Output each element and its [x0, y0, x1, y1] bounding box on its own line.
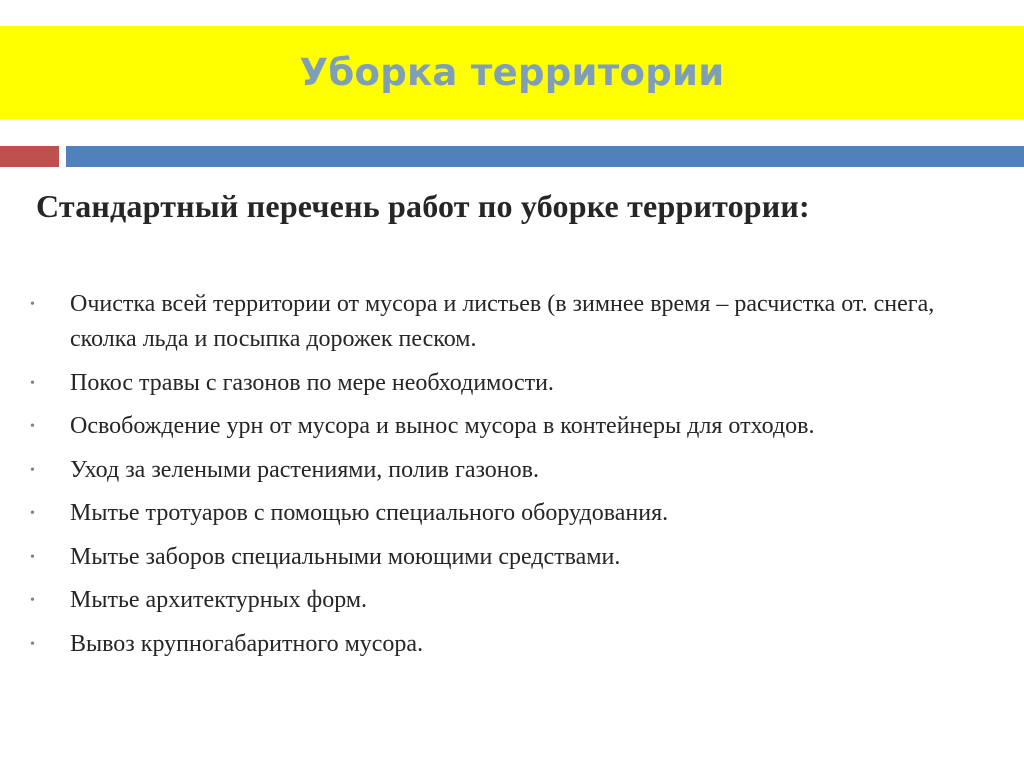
list-item-text: Мытье архитектурных форм.	[70, 587, 368, 613]
bullet-icon: •	[30, 462, 35, 478]
accent-bar-red	[0, 146, 59, 167]
list-item-text: Мытье тротуаров с помощью специального оборудования.	[70, 500, 669, 526]
list-item-text: Мытье заборов специальными моющими средствами.	[70, 543, 621, 570]
list-item	[30, 366, 990, 401]
bullet-icon: •	[30, 419, 35, 434]
list-item-text: Уход за зелеными растениями, полив газонов.	[70, 456, 539, 483]
bullet-icon: •	[30, 506, 35, 521]
list-item-text: Вывоз крупногабаритного мусора.	[70, 630, 424, 657]
list-item	[30, 627, 990, 662]
list-item-text: Освобождение урн от мусора и вынос мусора в контейнеры для отходов.	[70, 413, 815, 439]
bullet-list	[30, 287, 990, 670]
bullet-icon: •	[30, 593, 35, 608]
bullet-icon: •	[30, 549, 35, 565]
list-item-text: Очистка всей территории от мусора и листьев (в зимнее время – расчистка от. снега, сколка льда и посыпка дорожек песком.	[70, 291, 935, 352]
list-item	[30, 409, 990, 444]
slide-subtitle: Стандартный перечень работ по уборке территории:	[36, 188, 810, 224]
list-item	[30, 496, 990, 531]
accent-bar-blue	[66, 146, 1024, 167]
slide-title: Уборка территории	[299, 51, 725, 94]
bullet-icon: •	[30, 636, 35, 652]
list-item	[30, 540, 990, 575]
list-item	[30, 287, 990, 357]
bullet-icon: •	[30, 375, 35, 391]
list-item	[30, 453, 990, 488]
list-item	[30, 583, 990, 618]
bullet-icon: •	[30, 297, 35, 312]
list-item-text: Покос травы с газонов по мере необходимости.	[70, 369, 554, 396]
